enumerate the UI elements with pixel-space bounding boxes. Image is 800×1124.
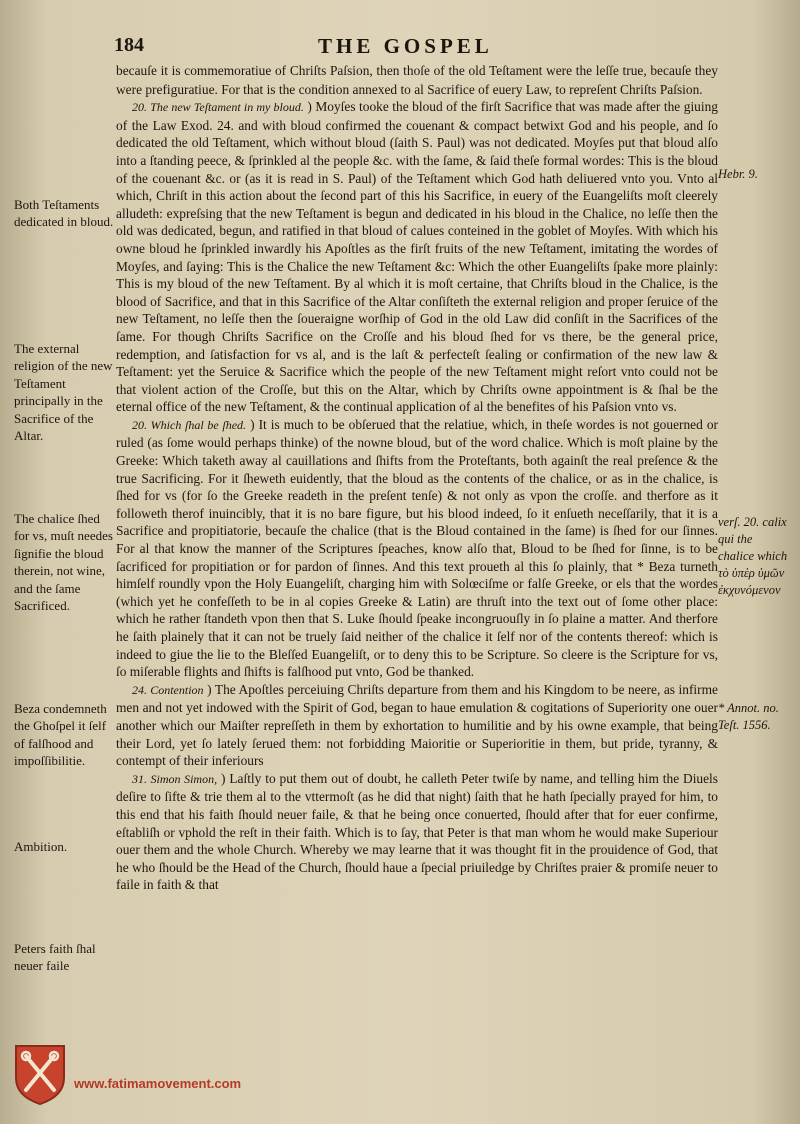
main-text [116, 62, 718, 894]
paragraph-1 [116, 62, 718, 98]
paragraph-text: ) The Apoſtles perceiuing Chriſts departure from them and his Kingdom to be neere, as infirme men and not yet indowed with the Spirit of God, began to haue emulation & cogitations of Superiority one ouer another which our Maiſter repreſſeth in them by exhortation to humilitie and by his owne example, that being their Lord, yet ſo lately ſerued them: not forbidding Maioritie or Superioritie in them, but pride, tyranny, & contempt of their inferiours [116, 681, 718, 769]
margin-reference: verſ. 20. calix qui the chalice which τὸ ὑπὲρ ὑμῶν ἐκχυνόμενον [718, 515, 788, 597]
paragraph-text: becauſe it is commemoratiue of Chriſts Paſsion, then thoſe of the old Teſtament were the leſſe true, becauſe they were prefiguratiue. For that is the condition annexed to al Sacrifice of euery Law, to repreſent Chriſts Paſsion. [116, 63, 718, 97]
lemma: 20. The new Teſtament in my bloud. [132, 100, 304, 115]
page-header [0, 34, 800, 58]
page-number: 184 [114, 34, 144, 56]
margin-note: The chalice ſhed for vs, muſt needes ſignifie the bloud therein, not wine, and the ſame Sacrificed. [14, 511, 113, 614]
margin-note: Ambition. [14, 839, 68, 854]
paragraph-3 [116, 416, 718, 681]
lemma: 20. Which ſhal be ſhed. [132, 417, 247, 432]
paragraph-text: ) It is much to be obſerued that the relatiue, which, in theſe wordes is not gouerned or ruled (as ſome would perhaps thinke) of the nowne bloud, but of the word chalice. Which is moſt plaine by the Greeke: Which taketh away al cauillations and ſhifts from the Proteſtants, both againſt the real preſence & the true Sacrificing. For it ſheweth euidently, that the bloud as the contents of the chalice, or as in the chalice, is ſhed for vs (for ſo the Greeke readeth in the preſent tenſe) & not only as vpon the croſſe. and therfore as it followeth therof inuincibly, that it is no bare figure, but his blood indeed, ſo it enſueth neceſſarily, that it is a Sacrifice and propitiatorie, becauſe the chalice (that is the Bloud contained in the ſame) is ſhed for our ſinnes. For al that know the manner of the Scriptures ſpeaches, know alſo that, Bloud to be ſhed for ſinne, is to be ſacrificed for propitiation or for pardon of ſinnes. And this text proueth al this ſo plainly, that * Beza turneth himſelf roundly vpon the Holy Euangeliſt, charging him with Solœciſme or falſe Greeke, or els that the wordes (which yet he confeſſeth to be in al copies Greeke & Latin) are thruſt into the text out of ſome other place: which he rather ſtandeth vpon then that S. Luke ſhould ſpeake incongruouſly in ſo plaine a matter. And therfore he ſaith plainely that it can not be truely ſaid neither of the chalice it ſelf nor of the contents thereof: which is indeed to giue the lie to the Bleſſed Euangeliſt, or to deny this to be Scripture. So cleere is the Scripture for vs, ſo miſerable flights and ſhifts is falſhood put vnto, God be thanked. [116, 416, 718, 680]
margin-note: Peters faith ſhal neuer faile [14, 941, 96, 974]
margin-note: Beza condemneth the Ghoſpel it ſelf of falſhood and impoſſibilitie. [14, 701, 107, 769]
paragraph-text: ) Laſtly to put them out of doubt, he calleth Peter twiſe by name, and telling him the Diuels deſire to ſifte & trie them al to the vttermoſt (as he did that night) ſaith that he hath ſpecially prayed for him, to this end that his faith ſhould neuer faile, & that he being once conuerted, ſhould after that for euer confirme, eſtabliſh or vphold the reſt in their faith. Which is to ſay, that Peter is that man whom he would make Superiour ouer them and the whole Church. Whereby we may learne that it was thought fit in the prouidence of God, that he who ſhould be the Head of the Church, ſhould haue a ſpecial priuiledge by Chriſtes praier & promiſe neuer to faile in faith & that [116, 770, 718, 893]
paragraph-text: ) Moyſes tooke the bloud of the firſt Sacrifice that was made after the giuing of the Law Exod. 24. and with bloud confirmed the couenant & compact betwixt God and his people, and ſo dedicated the old Teſtament, which without bloud (ſaith S. Paul) was not dedicated. Moyſes put that bloud alſo into a ſtanding peece, & ſprinkled al the people &c. with the ſame, & ſaid theſe formal wordes: This is the bloud of the couenant &c. or (as it is read in S. Paul) of the Teſtament which God hath deliuered vnto you. Vnto al which, Chriſt in this action about the ſecond part of this his Sacrifice, in euery of the Euangeliſts moſt cleerely alludeth: expreſsing that the new Teſtament is begun and dedicated in his bloud in the Chalice, no leſſe then the old was dedicated, begun, and ratified in that bloud of calues conteined in the goblet of Moyſes. With which his owne bloud he ſprinkled inwardly his Apoſtles as the firſt fruits of the new Teſtament, imitating the wordes of Moyſes, and ſaying: This is the Chalice the new Teſtament &c: Which the other Euangeliſts ſpake more plainly: This is my bloud of the new Teſtament. By al which it is moſt certaine, that Chriſts bloud in the Chalice, is the blood of Sacrifice, and that in this Sacrifice of the Altar conſiſteth the external religion and proper ſeruice of the new Teſtament, no leſſe then the ſoueraigne worſhip of God in the old Law did conſiſt in the Sacrifices of the ſame. For though Chriſts Sacrifice on the Croſſe and his bloud ſhed for vs there, be the general price, redemption, and ſatisfaction for vs al, and is the laſt & perfecteſt ſealing or confirmation of the new law & Teſtament: yet the Seruice & Sacrifice which the people of the new Teſtament might reſort vnto could not be that violent action of the Croſſe, but this on the Altar, which by Chriſts owne appointment is & ſhal be the eternal office of the new Teſtament, & the continual application of al the benefites of his Paſsion vnto vs. [116, 99, 718, 415]
watermark[interactable]: www.fatimamovement.com [74, 1076, 242, 1091]
running-title: THE GOSPEL [318, 34, 493, 58]
paragraph-4 [116, 681, 718, 770]
margin-reference: * Annot. no. Teſt. 1556. [718, 701, 779, 732]
lemma: 24. Contention [132, 682, 204, 697]
margin-note: Both Teſtaments dedicated in bloud. [14, 197, 114, 230]
margin-note: The external religion of the new Teſtament principally in the Sacrifice of the Altar. [14, 341, 113, 444]
lemma: 31. Simon Simon, [132, 771, 218, 786]
paragraph-5 [116, 770, 718, 894]
papal-keys-logo-icon [12, 1042, 68, 1106]
margin-reference: Hebr. 9. [718, 167, 758, 181]
paragraph-2 [116, 98, 718, 416]
